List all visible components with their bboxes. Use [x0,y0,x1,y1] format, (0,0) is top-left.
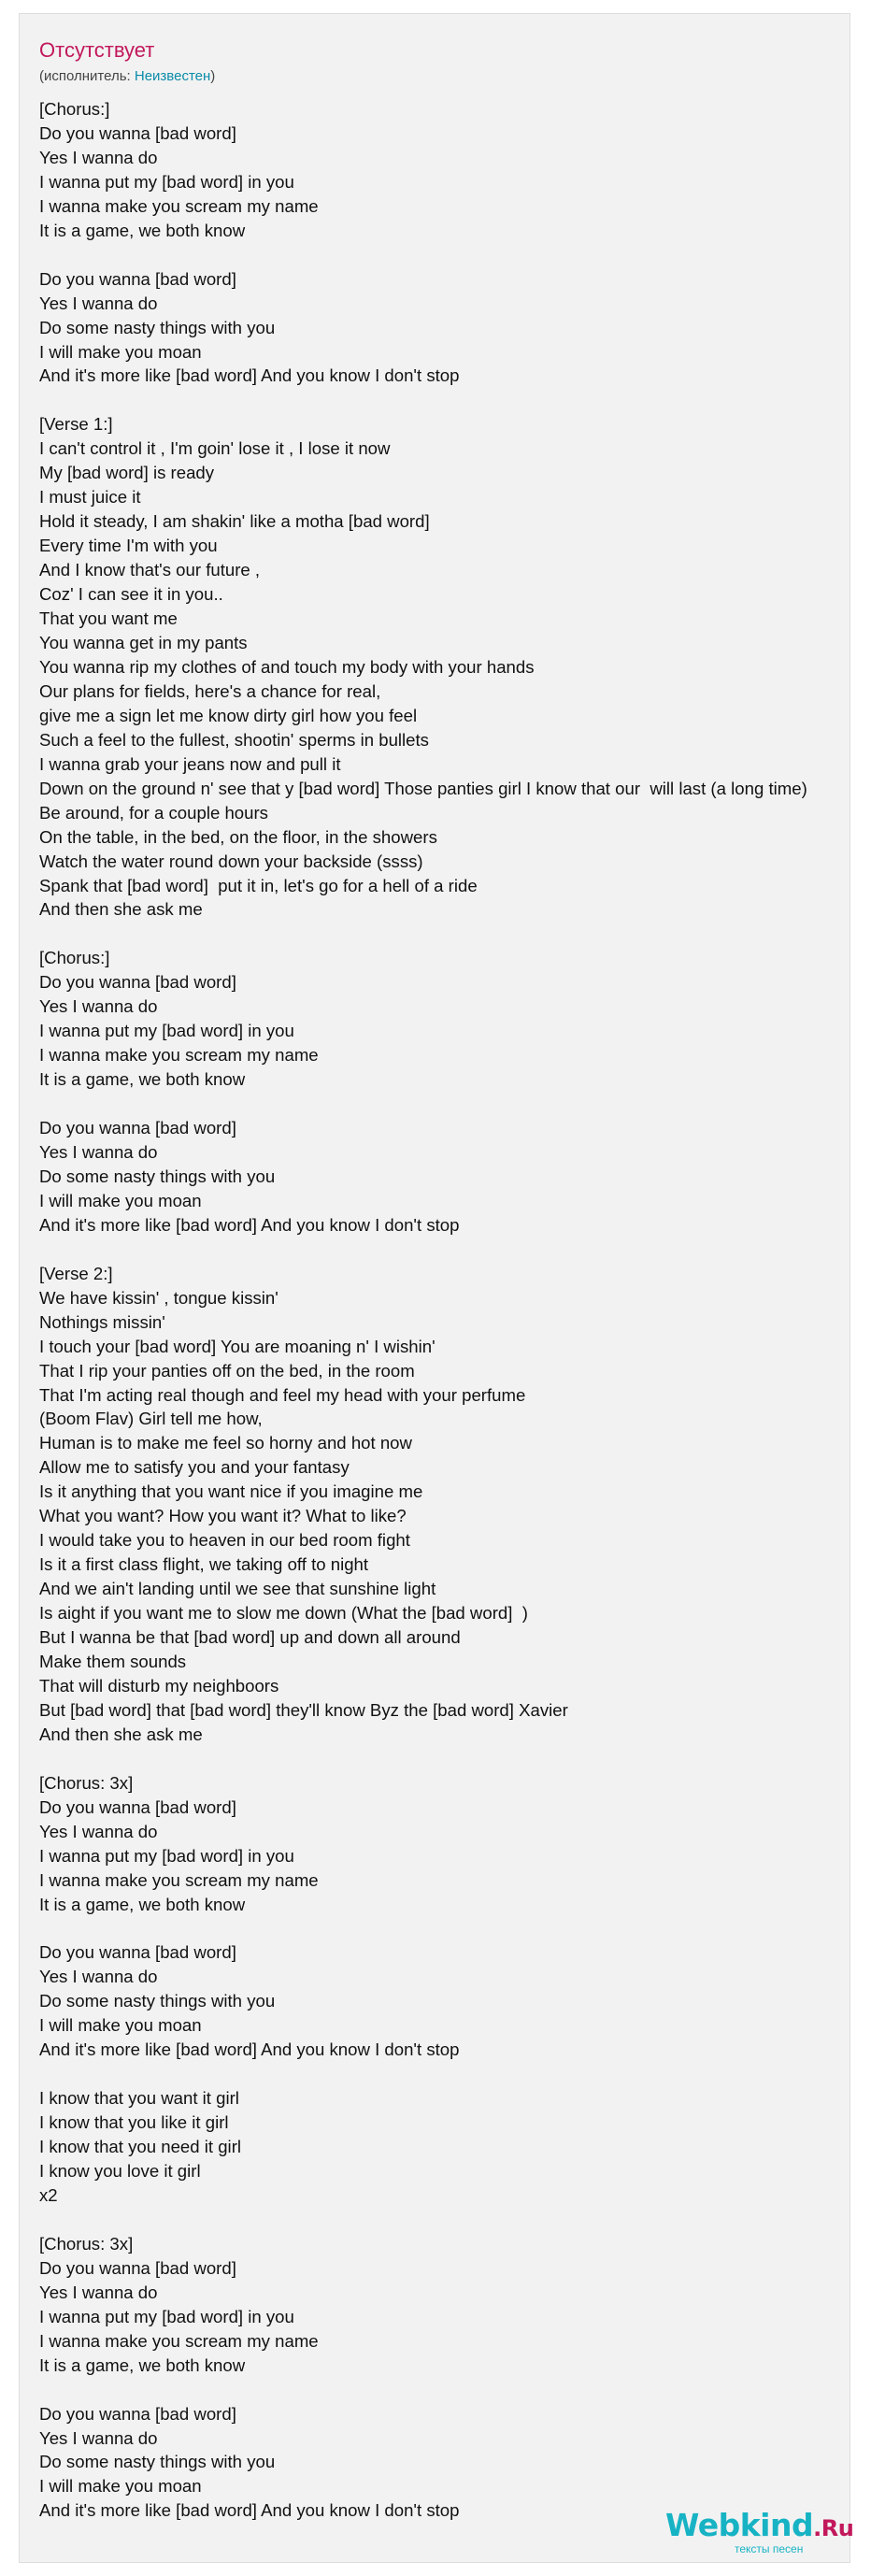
artist-suffix: ) [210,68,216,84]
logo-main-text: Webkind [665,2507,814,2543]
logo-suffix: .Ru [813,2515,854,2541]
artist-link[interactable]: Неизвестен [134,68,211,84]
song-title: Отсутствует [39,38,155,62]
logo-wordmark [665,2507,853,2547]
webkind-logo[interactable] [665,2507,852,2563]
artist-prefix: (исполнитель: [39,68,135,84]
logo-tagline: тексты песен [735,2542,804,2555]
artist-line [39,67,215,86]
lyrics-text: [Chorus:] Do you wanna [bad word] Yes I wanna do I wanna put my [bad word] in you I wanna make you scream my name It is a game, we both know Do you wanna [bad word] Yes I wanna do Do some nasty things with you I will make you moan And it's more like [bad word] And you know I don't stop [Verse 1:] I can't control it , I'm goin' lose it , I lose it now My [bad word] is ready I must juice it Hold it steady, I am shakin' like a motha [bad word] Every time I'm with you And I know that's our future , Coz' I can see it in you.. That you want me You wanna get in my pants You wanna rip my clothes of and touch my body with your hands Our plans for fields, here's a chance for real, give me a sign let me know dirty girl how you feel Such a feel to the fullest, shootin' sperms in bullets I wanna grab your jeans now and pull it Down on the ground n' see that y [bad word] Those panties girl I know that our will last (a long time) Be around, for a couple hours On the table, in the bed, on the floor, in the showers Watch the water round down your backside (ssss) Spank that [bad word] put it in, let's go for a hell of a ride And then she ask me [Chorus:] Do you wanna [bad word] Yes I wanna do I wanna put my [bad word] in you I wanna make you scream my name It is a game, we both know Do you wanna [bad word] Yes I wanna do Do some nasty things with you I will make you moan And it's more like [bad word] And you know I don't stop [Verse 2:] We have kissin' , tongue kissin' Nothings missin' I touch your [bad word] You are moaning n' I wishin' That I rip your panties off on the bed, in the room That I'm acting real though and feel my head with your perfume (Boom Flav) Girl tell me how, Human is to make me feel so horny and hot now Allow me to satisfy you and your fantasy Is it anything that you want nice if you imagine me What you want? How you want it? What to like? I would take you to heaven in our bed room fight Is it a first class flight, we taking off to night And we ain't landing until we see that sunshine light Is aight if you want me to slow me down (What the [bad word] ) But I wanna be that [bad word] up and down all around Make them sounds That will disturb my neighboors But [bad word] that [bad word] they'll know Byz the [bad word] Xavier And then she ask me [Chorus: 3x] Do you wanna [bad word] Yes I wanna do I wanna put my [bad word] in you I wanna make you scream my name It is a game, we both know Do you wanna [bad word] Yes I wanna do Do some nasty things with you I will make you moan And it's more like [bad word] And you know I don't stop I know that you want it girl I know that you like it girl I know that you need it girl I know you love it girl x2 [Chorus: 3x] Do you wanna [bad word] Yes I wanna do I wanna put my [bad word] in you I wanna make you scream my name It is a game, we both know Do you wanna [bad word] Yes I wanna do Do some nasty things with you I will make you moan And it's more like [bad word] And you know I don't stop [39,99,807,2521]
